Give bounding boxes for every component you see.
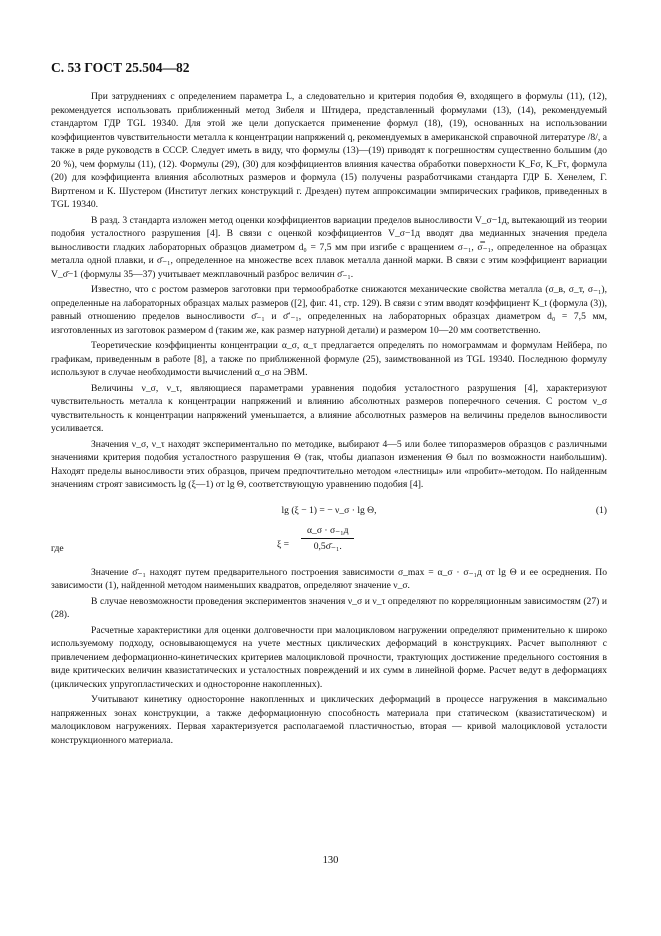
equation-definition <box>51 524 607 566</box>
fraction-numerator: α_σ · σ₋₁д <box>301 524 354 540</box>
page-number: 130 <box>322 855 339 866</box>
page-header: С. 53 ГОСТ 25.504—82 <box>51 60 190 75</box>
paragraph: Расчетные характеристики для оценки долговечности при малоцикловом нагружении определяют применительно к широко используемому подходу, основывающемуся на учете местных циклических деформаций в конструкциях. Расчет выполняют с привлечением деформационно-кинетических критериев малоцикловой прочности, трактующих достижение предельного состояния в виде критических величин квазистатических и усталостных повреждений и их сумм в линейной форме. Расчет ведут в деформациях (циклических упругопластических и односторонне накопленных). <box>51 624 607 690</box>
document-body <box>51 90 607 747</box>
paragraph: Теоретические коэффициенты концентрации α_σ, α_τ предлагается определять по номограммам и формулам Нейбера, по графикам, приведенным в работе [8], а также по приближенной формуле (25), заимствованной из TGL 19340. Последнюю формулу используют в случае необходимости вычислений α_σ на ЭВМ. <box>51 340 607 378</box>
paragraph: Значения ν_σ, ν_τ находят экспериментально по методике, выбирают 4—5 или более типоразмеров образцов с различными значениями критерия подобия усталостного разрушения Θ (так, чтобы диапазон изменения Θ был по возможности наибольшим). Находят пределы выносливости этих образцов, причем предпочтительно методом «лестницы» или «пробит»-методом. По найденным значениям строят зависимость lg (ξ—1) от lg Θ, соответствующую уравнению подобия [4]. <box>51 438 607 490</box>
paragraph: Известно, что с ростом размеров заготовки при термообработке снижаются механические свойства металла (σ_в, σ_т, σ₋₁), определенные на лабораторных образцах малых размеров ([2], фиг. 41, стр. 129). В связи с этим вводят коэффициент K_t (формула (3)), равный отношению пределов выносливости σ̄₋₁ и σ̄′₋₁, определенных на лабораторных образцах диаметром d₀ = 7,5 мм, изготовленных из заготовок размером d (таким же, как размер натурной детали) и размером 10—20 мм соответственно. <box>51 284 607 336</box>
fraction-denominator: 0,5σ̄₋₁. <box>313 541 342 552</box>
paragraph: В случае невозможности проведения экспериментов значения ν_σ и ν_τ определяют по корреляционным зависимостям (27) и (28). <box>51 595 607 620</box>
paragraph: Величины ν_σ, ν_τ, являющиеся параметрами уравнения подобия усталостного разрушения [4], характеризуют чувствительность металла к концентрации напряжений и влиянию абсолютных размеров поперечного сечения. С ростом ν_σ чувствительность к концентрации напряжений уменьшается, а влияние абсолютных размеров на величины пределов выносливости усиливается. <box>51 382 607 434</box>
fraction <box>301 524 354 554</box>
equation-1 <box>51 500 607 522</box>
paragraph: При затруднениях с определением параметра L, а следовательно и критерия подобия Θ, входящего в формулы (11), (12), рекомендуется использовать приближенный метод Зибеля и Штидера, представленный формулами (13), (14), рекомендуемый стандартом ГДР TGL 19340. Для этой же цели допускается применение формул (18), (19), основанных на использовании коэффициентов чувствительности металла к концентрации напряжений q, рекомендуемых в американской справочной литературе /8/, а также в ряде руководств в СССР. Следует иметь в виду, что формулы (13)—(19) приводят к погрешностям существенно большим (до 20 %), чем формулы (11), (12). Формулы (29), (30) для коэффициентов влияния качества обработки поверхности K_Fσ, K_Fτ, формула (20) для коэффициента влияния абсолютных размеров и формула (15) получены разработчиками стандарта ГДР Б. Хенелем, Г. Виртгеном и К. Шустером (Институт легких конструкций г. Дрезден) путем аппроксимации эмпирических графиков, приведенных в TGL 19340. <box>51 91 607 210</box>
definition-lhs: ξ = <box>277 538 290 550</box>
equation-number: (1) <box>595 504 607 516</box>
paragraph: Учитывают кинетику односторонне накопленных и циклических деформаций в процессе нагружения в максимально напряженных зонах конструкции, а также деформационную способность материала при статическом (квазистатическом) и малоцикловом нагружениях. Первая характеризуется располагаемой пластичностью, вторая — кривой малоцикловой усталости конструкционного материала. <box>51 694 607 746</box>
paragraph: Значение σ̄₋₁ находят путем предварительного построения зависимости σ_max = α_σ · σ₋₁д от lg Θ и ее осреднения. По зависимости (1), найденной методом наименьших квадратов, определяют значение ν_σ. <box>51 566 607 591</box>
equation-text: lg (ξ − 1) = − ν_σ · lg Θ, <box>281 504 377 516</box>
where-label: где <box>51 542 64 554</box>
paragraph: В разд. 3 стандарта изложен метод оценки коэффициентов вариации пределов выносливости V_σ−1д, вытекающий из теории подобия усталостного разрушения [4]. В связи с оценкой коэффициентов V_σ−1д вводят два медианных значения предела выносливости гладких лабораторных образцов диаметром d₀ = 7,5 мм при изгибе с вращением σ₋₁, σ̿₋₁, определенное на образцах металла одной плавки, и σ̄₋₁, определенное на множестве всех плавок металла данной марки. В связи с этим коэффициент вариации V_σ̄−1 (формулы 35—37) учитывает межплавочный разброс величин σ̄₋₁. <box>51 214 607 280</box>
